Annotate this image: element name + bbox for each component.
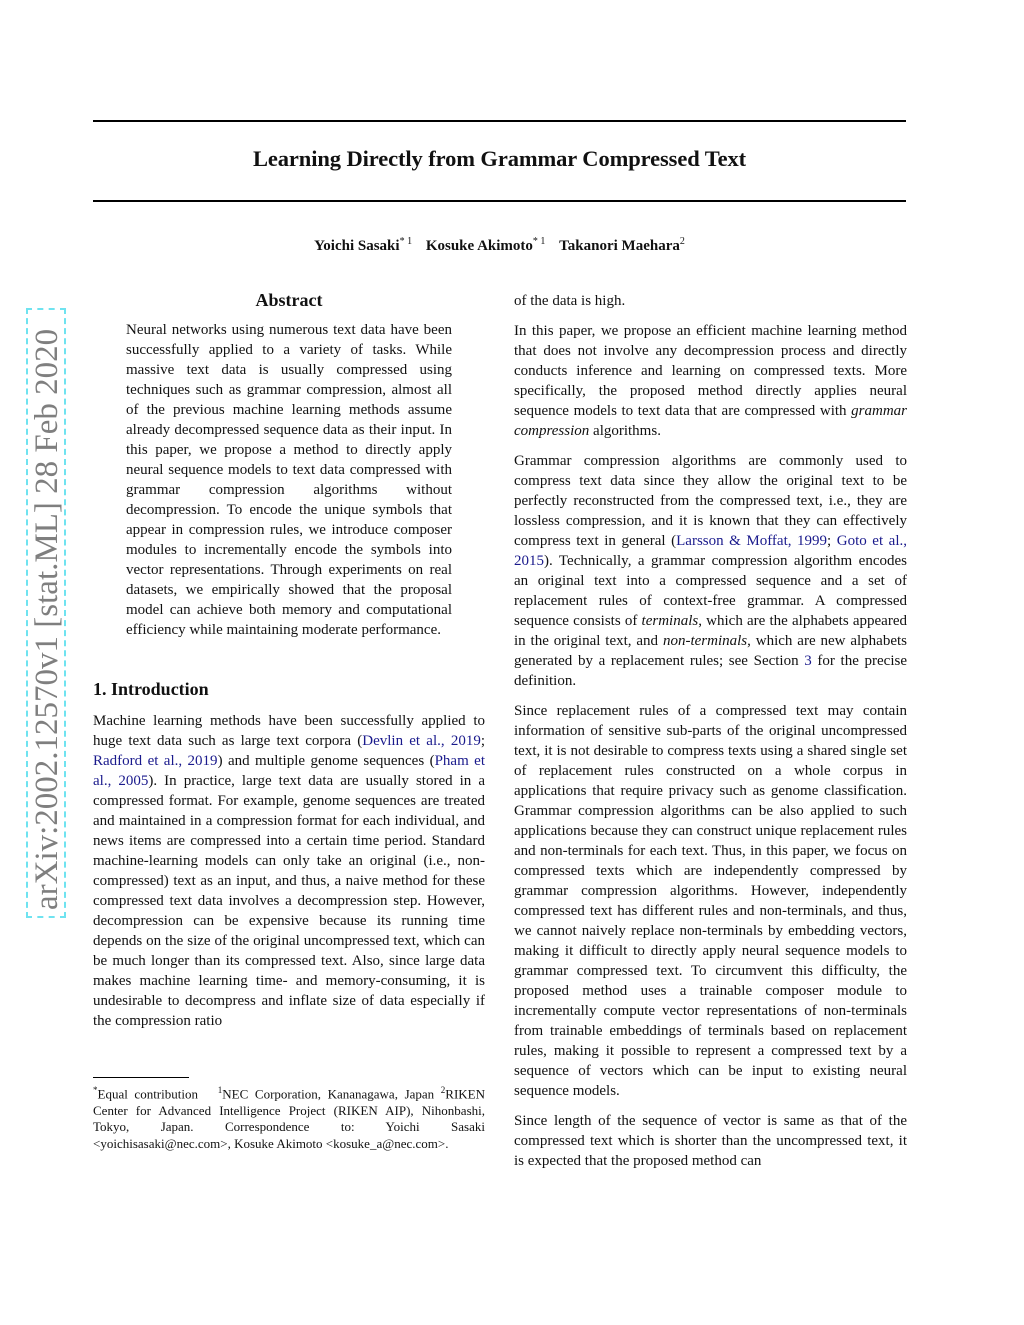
text-run: In this paper, we propose an efficient machine learning method that does not involve any decompression process and directly conducts inference and learning on compressed texts. More specifically, the proposed method directly applies neural sequence models to text data that are compressed with bbox=[514, 323, 907, 419]
author-1 bbox=[314, 238, 412, 254]
right-column bbox=[514, 291, 907, 1181]
text-run: for the precise definition. bbox=[514, 653, 907, 689]
intro-paragraph-1 bbox=[93, 711, 485, 1031]
top-rule bbox=[93, 120, 906, 122]
paragraph-replacement-rules: Since replacement rules of a compressed text may contain information of sensitive sub-parts of the original uncompressed text, it is not desirable to compress texts using a shared single set of replacement rules constructed on a whole corpus in applications that require privacy such as genome classification. Grammar compression algorithms can be also applied to such applications because they can construct unique replacement rules and non-terminals for each text. Thus, in this paper, we focus on compressed texts which are independently compressed by grammar compression algorithms. However, independently compressed text has different rules and non-terminals, and thus, we cannot naively replace non-terminals by embedding vectors, making it difficult to directly apply neural sequence models to grammar compressed text. To circumvent this difficulty, the proposed method uses a trainable composer module to incrementally compute vector representations of non-terminals from trainable embeddings of terminals based on replacement rules, making it possible to represent a compressed text by a sequence of vectors which can be input to existing neural sequence models. bbox=[514, 703, 907, 1099]
citation-link[interactable]: Devlin et al., 2019 bbox=[362, 733, 481, 749]
left-column bbox=[93, 290, 485, 1041]
text-run: ) and multiple genome sequences ( bbox=[217, 753, 435, 769]
paragraph-proposal bbox=[514, 321, 907, 441]
citation-link[interactable]: Larsson & Moffat, 1999 bbox=[676, 533, 828, 549]
paper-title: Learning Directly from Grammar Compressed Text bbox=[252, 146, 747, 171]
footnote-mark: 1 bbox=[217, 1085, 223, 1095]
abstract-heading: Abstract bbox=[255, 290, 323, 310]
section-reference-link[interactable]: 3 bbox=[804, 653, 812, 669]
author-name: Yoichi Sasaki bbox=[314, 238, 400, 254]
author-list bbox=[93, 236, 906, 255]
paragraph-continuation: of the data is high. bbox=[514, 293, 626, 309]
text-run: algorithms. bbox=[589, 423, 661, 439]
text-run: ). In practice, large text data are usually stored in a compressed format. For example, genome sequences are treated and maintained in a compression format for each individual, and news items are compressed into a certain time period. Standard machine-learning models can only take an original (i.e., non-compressed) text as an input, and thus, a naive method for these compressed text data involves a decompression step. However, decompression can be expensive because its running time depends on the size of the original uncompressed text, which can be much longer than its compressed text. Also, since large data makes machine learning time- and memory-consuming, it is undesirable to decompress and inflate size of data especially if the compression ratio bbox=[93, 773, 486, 1029]
emphasis: terminals bbox=[641, 613, 699, 629]
author-affiliation-mark: * 1 bbox=[399, 236, 413, 247]
paragraph-grammar-compression bbox=[514, 451, 907, 691]
paragraph-sequence-length: Since length of the sequence of vector is same as that of the compressed text which is shorter than the uncompressed text, it is expected that the proposed method can bbox=[514, 1113, 907, 1169]
citation-link[interactable]: Pham et al., 2005 bbox=[93, 753, 485, 789]
text-run: ; bbox=[480, 733, 486, 749]
footnote-text: NEC Corporation, Kananagawa, Japan bbox=[222, 1086, 441, 1102]
arxiv-identifier[interactable]: arXiv:2002.12570v1 [stat.ML] 28 Feb 2020 bbox=[26, 308, 66, 918]
author-name: Takanori Maehara bbox=[559, 238, 680, 254]
text-run: ; bbox=[827, 533, 837, 549]
text-run: , which are the alphabets appeared in the original text, and bbox=[514, 613, 907, 649]
author-2 bbox=[426, 238, 546, 254]
author-affiliation-mark: 2 bbox=[679, 236, 685, 247]
footnote-text: RIKEN Center for Advanced Intelligence Project (RIKEN AIP), Nihonbashi, Tokyo, Japan. Correspondence to: Yoichi Sasaki <yoichisasaki@nec.com>, Kosuke Akimoto <kosuke_a@nec.com>. bbox=[93, 1086, 485, 1151]
title-bottom-rule bbox=[93, 200, 906, 202]
footnote-rule bbox=[93, 1077, 189, 1078]
abstract-body: Neural networks using numerous text data have been successfully applied to a variety of tasks. While massive text data is usually compressed using techniques such as grammar compression, almost all of the previous machine learning methods assume already decompressed sequence data as their input. In this paper, we propose a method to directly apply neural sequence models to text data compressed with grammar compression algorithms without decompression. To encode the unique symbols that appear in compression rules, we introduce composer modules to incrementally encode the symbols into vector representations. Through experiments on real datasets, we empirically showed that the proposal model can achieve both memory and computational efficiency while maintaining moderate performance. bbox=[126, 322, 452, 638]
citation-link[interactable]: Radford et al., 2019 bbox=[93, 753, 218, 769]
footnote-text: Equal contribution bbox=[97, 1086, 218, 1102]
text-run: ). Technically, a grammar compression algorithm encodes an original text into a compressed sequence and a set of replacement rules of context-free grammar. A compressed sequence consists of bbox=[514, 553, 907, 629]
footnote-mark: * bbox=[93, 1085, 98, 1095]
citation-link[interactable]: Goto et al., 2015 bbox=[514, 533, 908, 569]
text-run: , which are new alphabets generated by a replacement rules; see Section bbox=[514, 633, 907, 669]
author-3 bbox=[559, 238, 685, 254]
author-name: Kosuke Akimoto bbox=[425, 238, 533, 254]
section-heading-introduction: 1. Introduction bbox=[93, 679, 209, 699]
author-affiliation-mark: * 1 bbox=[532, 236, 546, 247]
text-run: Grammar compression algorithms are commonly used to compress text data since they allow the original text to be perfectly reconstructed from the compressed text, i.e., they are lossless compression, and it is known that they can effectively compress text in general ( bbox=[514, 453, 907, 549]
footnote bbox=[93, 1082, 485, 1152]
emphasis: non-terminals bbox=[662, 633, 748, 649]
emphasis: grammar compression bbox=[514, 403, 907, 439]
text-run: Machine learning methods have been successfully applied to huge text data such as large text corpora ( bbox=[93, 713, 485, 749]
footnote-mark: 2 bbox=[440, 1085, 446, 1095]
